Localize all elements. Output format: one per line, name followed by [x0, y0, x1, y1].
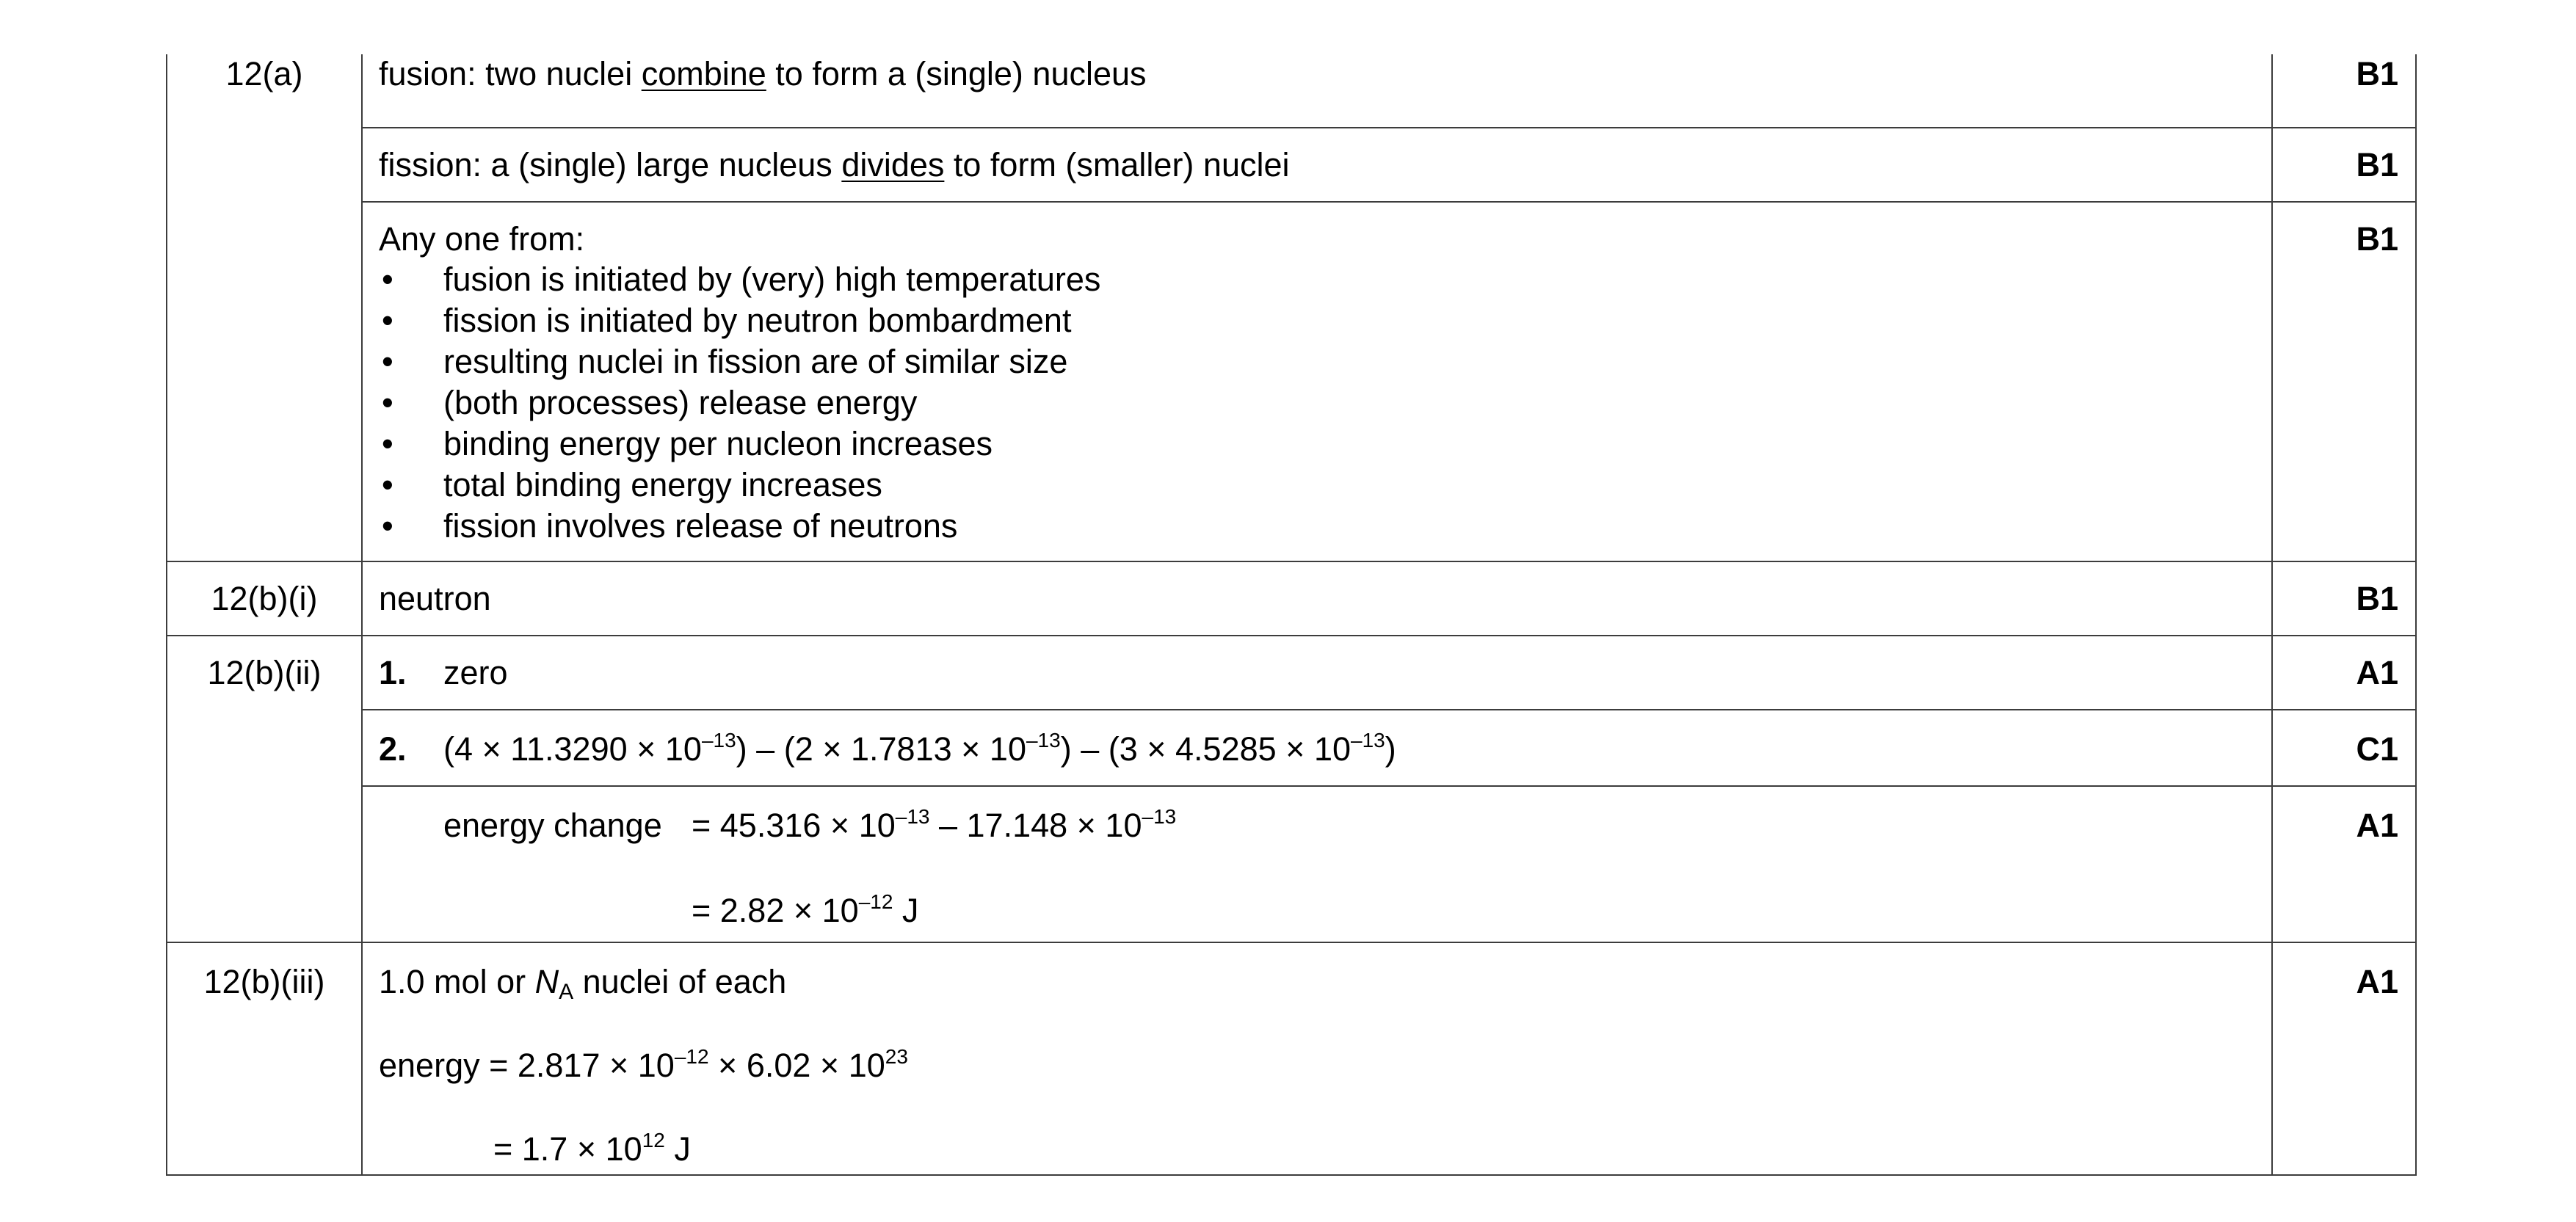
exponent: –13 [701, 729, 736, 752]
list-item [379, 341, 2255, 382]
mark-label: B1 [2356, 220, 2398, 258]
list-item-text: binding energy per nucleon increases [443, 425, 993, 462]
answer-underlined: divides [841, 146, 945, 183]
table-row [167, 636, 2416, 710]
equation-part: (4 × 11.3290 × 10 [443, 730, 702, 768]
equation-part: = 2.82 × 10 [692, 892, 859, 929]
subscript: A [559, 980, 574, 1004]
mark-label: C1 [2356, 730, 2398, 768]
equation-part: nuclei of each [573, 963, 787, 1000]
mark-cell [2272, 54, 2416, 128]
equation-part: energy = 2.817 × 10 [379, 1047, 675, 1084]
exponent: 23 [885, 1045, 908, 1068]
equation-line [379, 806, 2255, 850]
equation [443, 730, 1396, 768]
list-item-text: total binding energy increases [443, 466, 882, 503]
mark-label: B1 [2356, 580, 2398, 617]
equation-label: energy change [443, 807, 662, 844]
mark-label: A1 [2356, 963, 2398, 1000]
exponent: –13 [1142, 805, 1177, 828]
bullet-icon: • [382, 261, 393, 298]
mark-cell [2272, 710, 2416, 786]
bullet-icon: • [382, 507, 393, 545]
question-cell [167, 54, 362, 561]
exponent: –13 [895, 805, 930, 828]
mark-cell [2272, 942, 2416, 1175]
equation-line [379, 962, 2255, 1006]
mark-scheme-table [166, 54, 2417, 1176]
mark-label: B1 [2356, 55, 2398, 92]
list-item [379, 259, 2255, 300]
list-item-text: fission involves release of neutrons [443, 507, 958, 545]
answer-text: fusion: two nuclei [379, 55, 642, 92]
exponent: –12 [674, 1045, 709, 1068]
equation-line [379, 1046, 2255, 1090]
question-cell [167, 636, 362, 942]
unit-label: J [893, 892, 919, 929]
table-row [167, 202, 2416, 561]
bullet-icon: • [382, 425, 393, 462]
mark-label: B1 [2356, 146, 2398, 183]
avogadro-symbol: N [534, 963, 559, 1000]
list-item-text: (both processes) release energy [443, 384, 918, 421]
unit-label: J [664, 1130, 691, 1168]
bullet-icon: • [382, 466, 393, 503]
table-row [167, 561, 2416, 636]
equation-part: ) [1385, 730, 1396, 768]
equation-line [379, 1130, 2255, 1174]
list-item [379, 465, 2255, 506]
equation-part: ) – (3 × 4.5285 × 10 [1060, 730, 1351, 768]
answer-text: fission: a (single) large nucleus [379, 146, 842, 183]
bullet-icon: • [382, 343, 393, 380]
list-item-text: fusion is initiated by (very) high temperatures [443, 261, 1101, 298]
question-label: 12(b)(iii) [203, 963, 325, 1000]
list-item-text: resulting nuclei in fission are of similar size [443, 343, 1068, 380]
answer-text: to form (smaller) nuclei [944, 146, 1290, 183]
equation-part: = 45.316 × 10 [692, 807, 896, 844]
table-row [167, 786, 2416, 942]
answer-cell [362, 561, 2272, 636]
bullet-icon: • [382, 384, 393, 421]
mark-cell [2272, 786, 2416, 942]
list-item [379, 506, 2255, 547]
mark-cell [2272, 128, 2416, 202]
bullet-icon: • [382, 302, 393, 339]
answer-cell [362, 202, 2272, 561]
list-item [379, 423, 2255, 465]
answer-cell [362, 128, 2272, 202]
answer-intro: Any one from: [379, 220, 585, 258]
list-item [379, 300, 2255, 341]
exponent: –13 [1351, 729, 1385, 752]
question-cell [167, 942, 362, 1175]
exponent: –12 [858, 890, 893, 913]
answer-cell [362, 786, 2272, 942]
answer-cell [362, 710, 2272, 786]
equation-part: – 17.148 × 10 [929, 807, 1142, 844]
answer-cell [362, 54, 2272, 128]
answer-text: neutron [379, 580, 491, 617]
answer-underlined: combine [641, 55, 766, 92]
item-number: 2. [379, 730, 407, 768]
question-cell [167, 561, 362, 636]
question-label: 12(b)(i) [211, 580, 318, 617]
mark-label: A1 [2356, 807, 2398, 844]
mark-cell [2272, 636, 2416, 710]
answer-text: zero [443, 654, 508, 691]
question-label: 12(b)(ii) [207, 654, 322, 691]
list-item [379, 382, 2255, 423]
exponent: –13 [1026, 729, 1061, 752]
table-row [167, 54, 2416, 128]
mark-cell [2272, 561, 2416, 636]
equation-part: ) – (2 × 1.7813 × 10 [736, 730, 1026, 768]
equation-part: × 6.02 × 10 [708, 1047, 885, 1084]
mark-cell [2272, 202, 2416, 561]
equation-part: = 1.7 × 10 [493, 1130, 642, 1168]
mark-label: A1 [2356, 654, 2398, 691]
exponent: 12 [642, 1129, 665, 1152]
equation-line [379, 891, 2255, 935]
bullet-list [379, 259, 2255, 547]
equation-part: 1.0 mol or [379, 963, 535, 1000]
item-number: 1. [379, 654, 407, 691]
answer-cell [362, 942, 2272, 1175]
list-item-text: fission is initiated by neutron bombardment [443, 302, 1072, 339]
table-row [167, 942, 2416, 1175]
table-row [167, 710, 2416, 786]
table-row [167, 128, 2416, 202]
answer-cell [362, 636, 2272, 710]
question-label: 12(a) [225, 55, 303, 92]
answer-text: to form a (single) nucleus [766, 55, 1147, 92]
